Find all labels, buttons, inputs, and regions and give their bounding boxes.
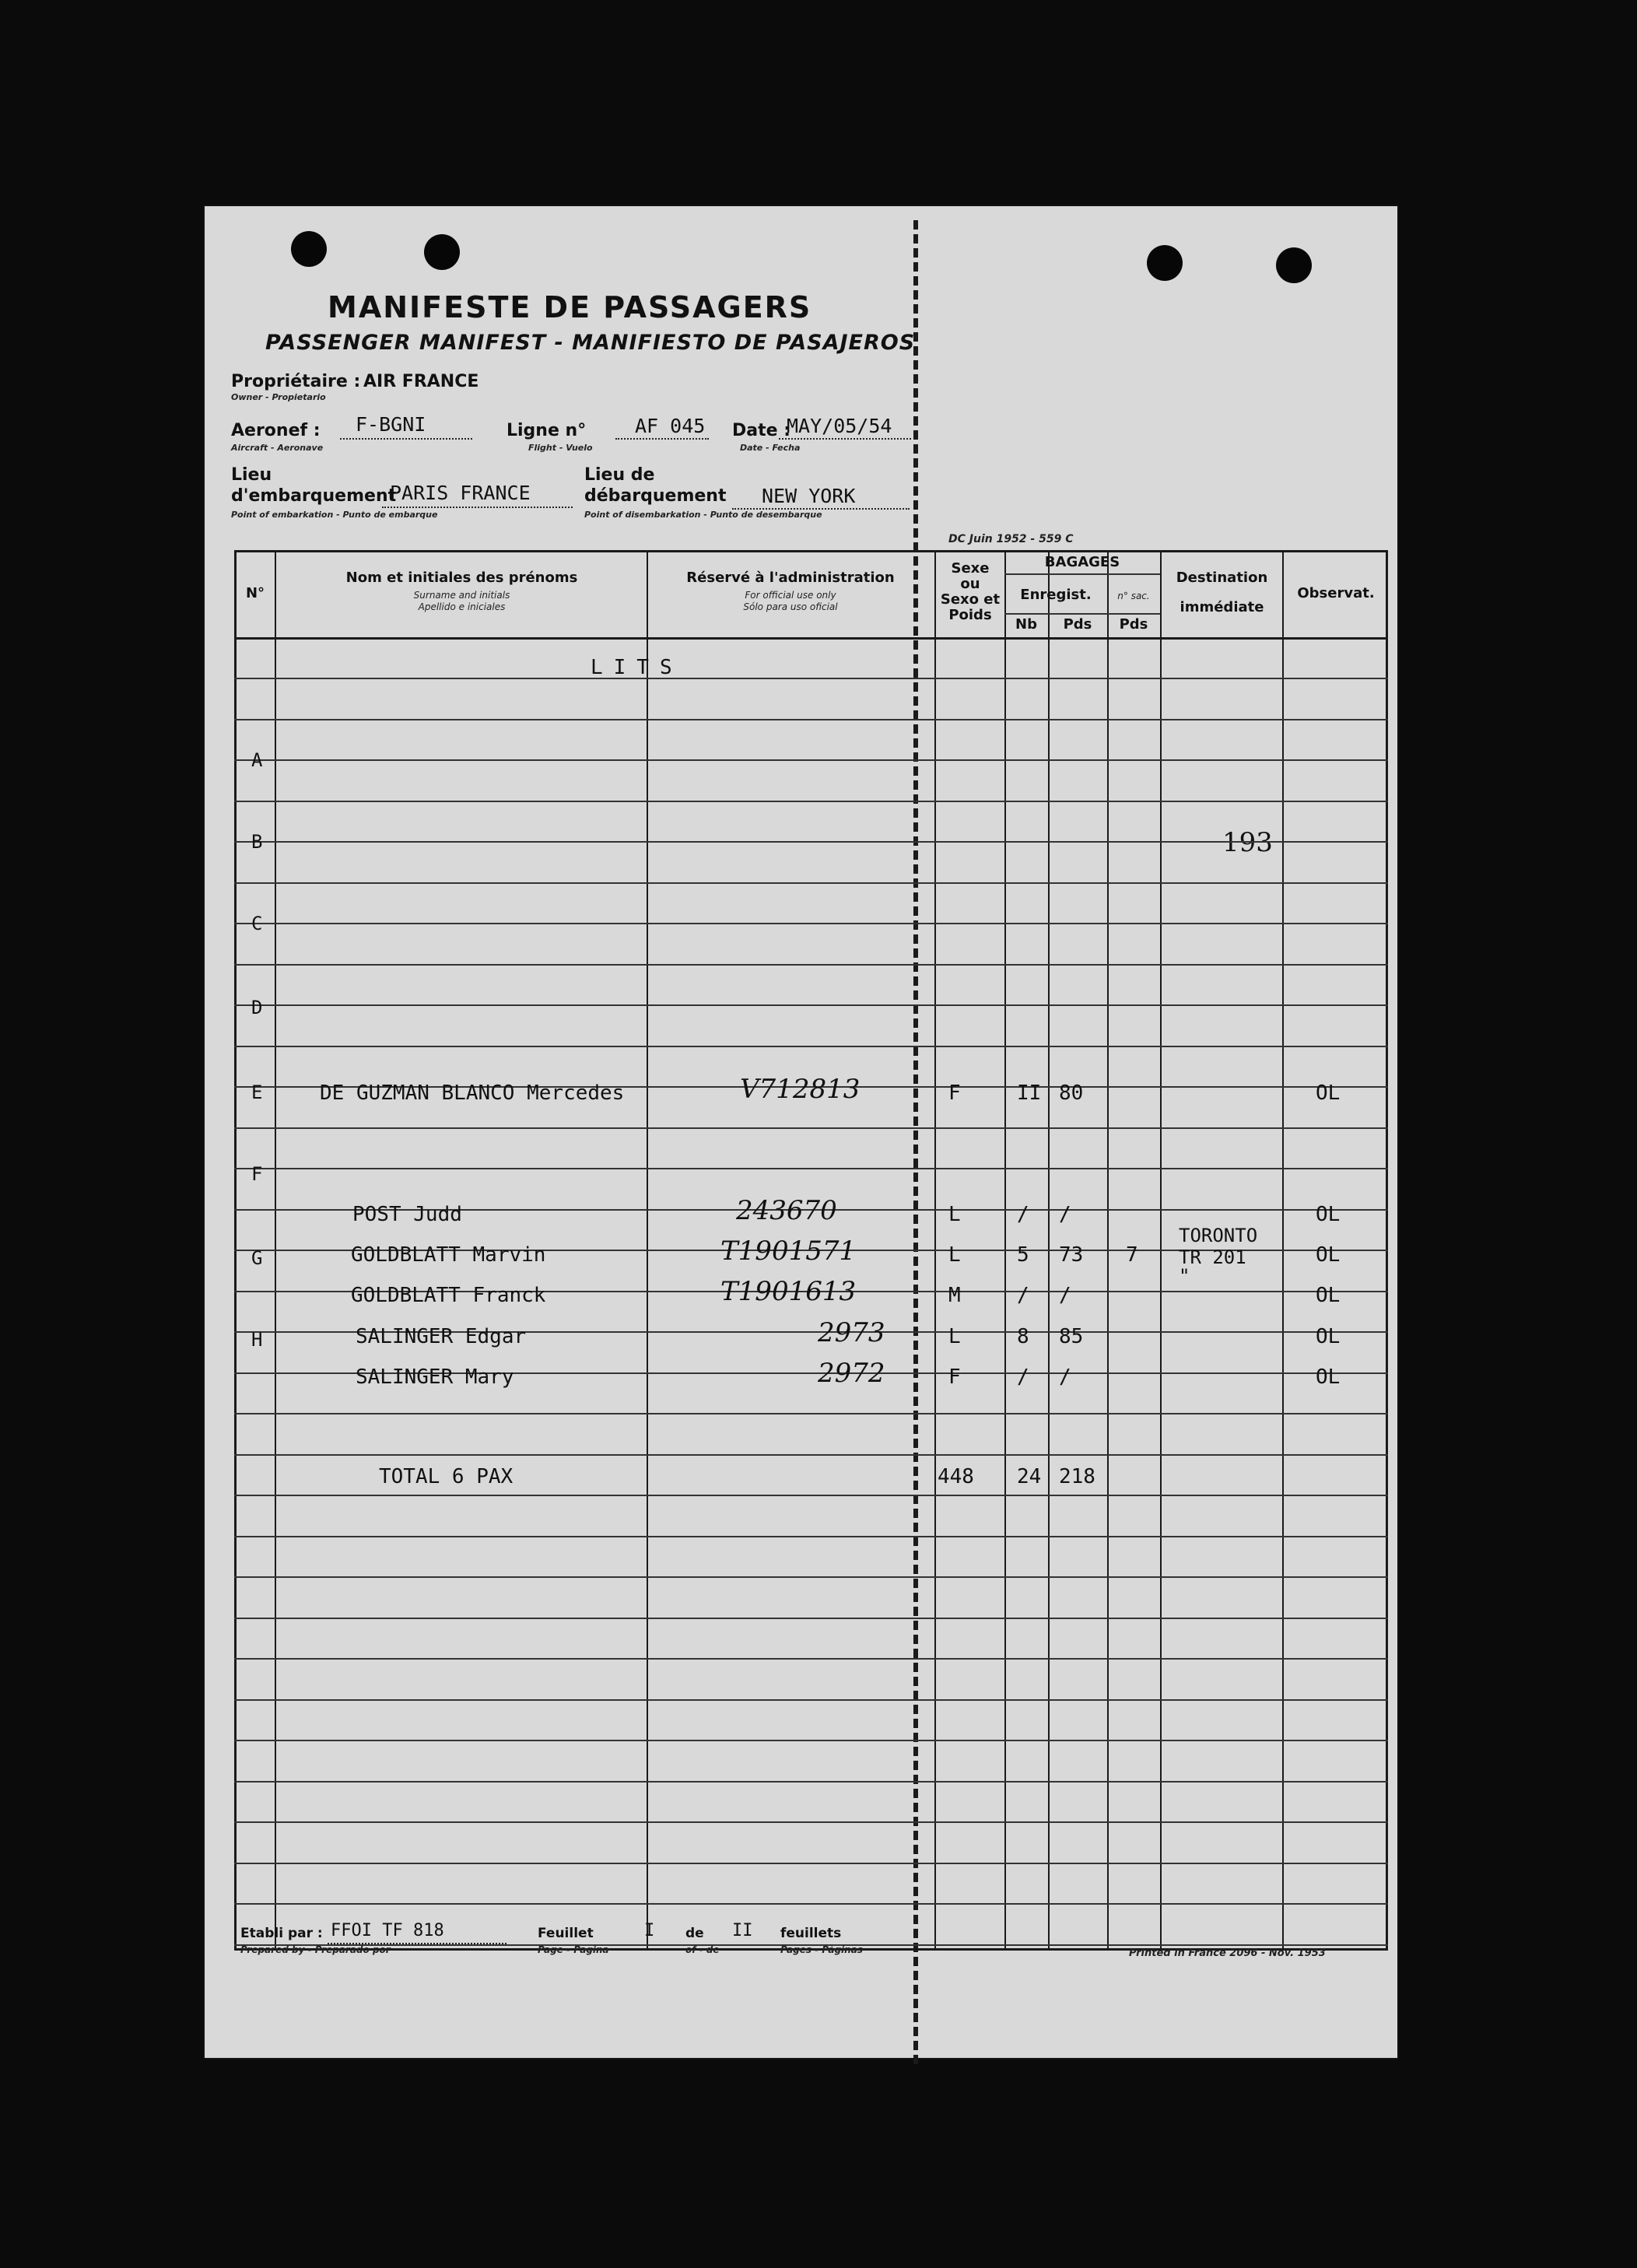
owner-value: AIR FRANCE bbox=[363, 372, 479, 391]
col-header-no: N° bbox=[245, 585, 265, 601]
stamp-number: 193 bbox=[1222, 827, 1273, 858]
manifest-sheet bbox=[203, 205, 1399, 2059]
disembark-label-line2: débarquement bbox=[584, 486, 727, 506]
footer-established-value: FFOI TF 818 bbox=[331, 1921, 444, 1940]
passenger-baggage-nb: / bbox=[1017, 1284, 1029, 1307]
total-pds: 218 bbox=[1059, 1465, 1095, 1488]
passenger-baggage-nb: 5 bbox=[1017, 1243, 1029, 1267]
row-rule bbox=[234, 1576, 1388, 1578]
aircraft-underline bbox=[340, 438, 472, 440]
row-rule bbox=[234, 1495, 1388, 1496]
passenger-observation: OL bbox=[1316, 1325, 1341, 1348]
passenger-ref: T1901613 bbox=[720, 1276, 857, 1307]
row-rule bbox=[234, 1536, 1388, 1537]
passenger-sex: L bbox=[948, 1325, 961, 1348]
date-sublabel: Date - Fecha bbox=[740, 443, 801, 453]
punch-hole bbox=[1276, 247, 1312, 283]
col-header-observ: Observat. bbox=[1297, 585, 1375, 601]
col-header-extra-pds: Pds bbox=[1119, 616, 1148, 633]
row-rule bbox=[234, 1618, 1388, 1619]
footer-sheets-sub: Pages - Páginas bbox=[780, 1944, 863, 1955]
row-rule bbox=[234, 882, 1388, 884]
passenger-ref: 2972 bbox=[818, 1358, 885, 1389]
passenger-baggage-pds: 80 bbox=[1059, 1081, 1084, 1105]
col-header-extra: n° sac. bbox=[1117, 591, 1150, 601]
punch-hole bbox=[291, 231, 327, 267]
footer-printed: Printed in France 2096 - Nov. 1953 bbox=[1129, 1947, 1326, 1959]
col-header-sex-2: ou bbox=[960, 576, 980, 592]
disembark-value: NEW YORK bbox=[762, 485, 856, 507]
passenger-sex: L bbox=[948, 1203, 961, 1226]
row-rule bbox=[234, 1740, 1388, 1741]
passenger-name: SALINGER Mary bbox=[356, 1365, 514, 1389]
line-underline bbox=[615, 438, 709, 440]
row-letter: F bbox=[251, 1163, 263, 1185]
passenger-baggage-pds: / bbox=[1059, 1284, 1071, 1307]
baggage-rule bbox=[1004, 613, 1160, 615]
passenger-baggage-nb: / bbox=[1017, 1203, 1029, 1226]
row-rule bbox=[234, 678, 1388, 679]
total-weight: 448 bbox=[938, 1465, 974, 1488]
passenger-ref: T1901571 bbox=[720, 1236, 857, 1267]
passenger-ref: 2973 bbox=[818, 1317, 885, 1348]
punch-hole bbox=[424, 234, 460, 270]
row-rule bbox=[234, 1046, 1388, 1047]
row-rule bbox=[234, 1903, 1388, 1905]
passenger-sex: F bbox=[948, 1081, 961, 1105]
row-rule bbox=[234, 1127, 1388, 1129]
passenger-ref: V712813 bbox=[740, 1074, 861, 1105]
footer-sheet-sub: Page - Pagina bbox=[538, 1944, 609, 1955]
owner-label: Propriétaire : bbox=[231, 372, 361, 391]
row-letter: B bbox=[251, 831, 263, 853]
embark-underline bbox=[382, 507, 573, 508]
passenger-baggage-nb: / bbox=[1017, 1365, 1029, 1389]
col-header-sex-4: Poids bbox=[948, 607, 992, 623]
passenger-name: POST Judd bbox=[352, 1203, 462, 1226]
row-rule bbox=[234, 1863, 1388, 1864]
passenger-baggage-nb: 8 bbox=[1017, 1325, 1029, 1348]
baggage-rule bbox=[1004, 573, 1160, 575]
owner-sublabel: Owner - Propietario bbox=[231, 392, 326, 402]
passenger-observation: OL bbox=[1316, 1203, 1341, 1226]
col-header-name: Nom et initiales des prénoms bbox=[345, 570, 578, 586]
embark-sublabel: Point of embarkation - Punto de embarque bbox=[231, 510, 438, 520]
date-underline bbox=[779, 438, 911, 440]
passenger-name: GOLDBLATT Marvin bbox=[351, 1243, 546, 1267]
row-rule bbox=[234, 1944, 1388, 1946]
row-rule bbox=[234, 1004, 1388, 1006]
disembark-label-line1: Lieu de bbox=[584, 465, 655, 485]
aircraft-label: Aeronef : bbox=[231, 421, 321, 440]
line-sublabel: Flight - Vuelo bbox=[528, 443, 593, 453]
embark-label-line2: d'embarquement bbox=[231, 486, 397, 506]
footer-of-value: II bbox=[732, 1921, 753, 1940]
passenger-sex: M bbox=[948, 1284, 961, 1307]
punch-hole bbox=[1147, 245, 1183, 281]
passenger-name: SALINGER Edgar bbox=[356, 1325, 527, 1348]
passenger-observation: OL bbox=[1316, 1284, 1341, 1307]
embark-value: PARIS FRANCE bbox=[390, 482, 531, 504]
total-label: TOTAL 6 PAX bbox=[379, 1465, 514, 1488]
passenger-extra: 7 bbox=[1126, 1243, 1138, 1267]
row-rule bbox=[234, 964, 1388, 966]
row-rule bbox=[234, 1699, 1388, 1701]
footer-established-sub: Prepared by - Preparado por bbox=[240, 1944, 391, 1955]
col-header-name-sub1: Surname and initials bbox=[413, 590, 510, 601]
col-header-destination-1: Destination bbox=[1176, 570, 1268, 586]
row-rule bbox=[234, 1821, 1388, 1823]
row-letter: D bbox=[251, 997, 263, 1018]
row-rule bbox=[234, 1454, 1388, 1456]
col-header-destination-2: immédiate bbox=[1180, 599, 1264, 615]
row-letter: G bbox=[251, 1247, 263, 1269]
passenger-destination: TORONTO TR 201 bbox=[1179, 1225, 1258, 1268]
date-value: MAY/05/54 bbox=[787, 415, 892, 437]
col-header-reserved-sub2: Sólo para uso oficial bbox=[743, 601, 838, 612]
row-rule bbox=[234, 719, 1388, 720]
row-rule bbox=[234, 1413, 1388, 1414]
row-letter: C bbox=[251, 913, 263, 934]
row-rule bbox=[234, 801, 1388, 802]
passenger-ref: 243670 bbox=[736, 1195, 837, 1226]
passenger-sex: F bbox=[948, 1365, 961, 1389]
footer-of-label: de bbox=[685, 1926, 704, 1941]
footer-sheets-label: feuillets bbox=[780, 1926, 842, 1941]
footer-established-label: Etabli par : bbox=[240, 1926, 323, 1941]
passenger-destination: " bbox=[1179, 1265, 1190, 1287]
col-header-baggage: BAGAGES bbox=[1044, 554, 1120, 570]
total-nb: 24 bbox=[1017, 1465, 1042, 1488]
passenger-observation: OL bbox=[1316, 1365, 1341, 1389]
passenger-baggage-pds: / bbox=[1059, 1203, 1071, 1226]
date-label: Date : bbox=[732, 421, 791, 440]
passenger-observation: OL bbox=[1316, 1243, 1341, 1267]
col-header-sex-3: Sexo et bbox=[940, 591, 1001, 608]
row-letter: H bbox=[251, 1329, 263, 1351]
line-value: AF 045 bbox=[635, 415, 706, 437]
footer-of-sub: of - de bbox=[685, 1944, 720, 1955]
manifest-title: MANIFESTE DE PASSAGERS bbox=[328, 290, 812, 324]
row-rule bbox=[234, 759, 1388, 761]
row-rule bbox=[234, 1658, 1388, 1660]
col-header-reserved: Réservé à l'administration bbox=[686, 570, 895, 586]
section-label: LITS bbox=[591, 656, 683, 679]
passenger-name: GOLDBLATT Franck bbox=[351, 1284, 546, 1307]
col-header-sex-1: Sexe bbox=[951, 560, 990, 577]
passenger-baggage-nb: II bbox=[1017, 1081, 1042, 1105]
row-rule bbox=[234, 841, 1388, 843]
row-letter: A bbox=[251, 749, 263, 771]
disembark-sublabel: Point of disembarkation - Punto de desembarque bbox=[584, 510, 822, 520]
col-header-reserved-sub1: For official use only bbox=[745, 590, 836, 601]
aircraft-value: F-BGNI bbox=[356, 413, 426, 436]
row-rule bbox=[234, 923, 1388, 924]
col-header-registered: Enregist. bbox=[1020, 587, 1092, 603]
row-rule bbox=[234, 1168, 1388, 1169]
passenger-sex: L bbox=[948, 1243, 961, 1267]
col-header-nb: Nb bbox=[1015, 616, 1037, 633]
embark-label-line1: Lieu bbox=[231, 465, 272, 485]
aircraft-sublabel: Aircraft - Aeronave bbox=[231, 443, 324, 453]
row-letter: E bbox=[251, 1081, 263, 1103]
form-code: DC Juin 1952 - 559 C bbox=[948, 533, 1074, 545]
passenger-baggage-pds: 85 bbox=[1059, 1325, 1084, 1348]
disembark-underline bbox=[732, 508, 910, 510]
col-header-pds: Pds bbox=[1063, 616, 1092, 633]
passenger-baggage-pds: 73 bbox=[1059, 1243, 1084, 1267]
passenger-observation: OL bbox=[1316, 1081, 1341, 1105]
row-rule bbox=[234, 1781, 1388, 1783]
passenger-baggage-pds: / bbox=[1059, 1365, 1071, 1389]
line-label: Ligne n° bbox=[507, 421, 587, 440]
footer-sheet-label: Feuillet bbox=[538, 1926, 594, 1941]
footer-sheet-value: I bbox=[644, 1921, 655, 1940]
header-bottom-rule bbox=[234, 637, 1388, 640]
passenger-name: DE GUZMAN BLANCO Mercedes bbox=[320, 1081, 625, 1105]
manifest-subtitle: PASSENGER MANIFEST - MANIFIESTO DE PASAJEROS bbox=[265, 331, 916, 355]
col-header-name-sub2: Apellido e iniciales bbox=[418, 601, 506, 612]
